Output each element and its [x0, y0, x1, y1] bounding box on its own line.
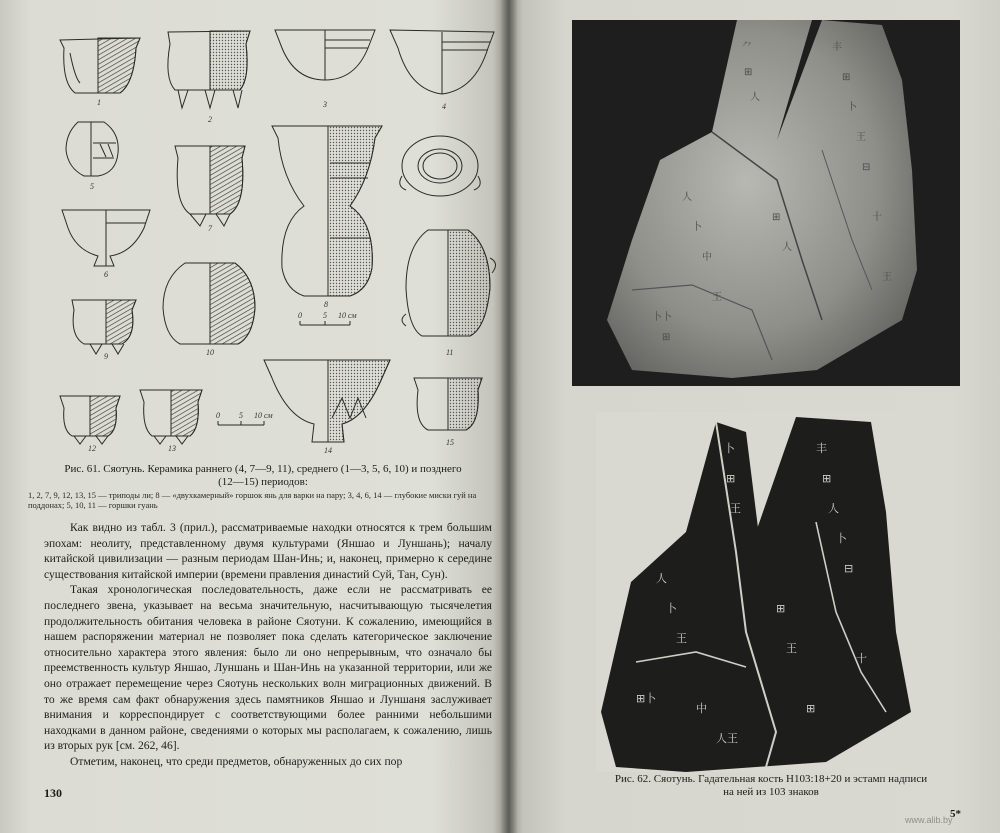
svg-text:⊞: ⊞ [806, 702, 816, 715]
fig-number: 11 [446, 348, 454, 357]
svg-text:王: 王 [856, 132, 866, 143]
fig-number: 7 [208, 224, 212, 233]
svg-text:卜: 卜 [836, 532, 847, 545]
vessel-13 [140, 390, 202, 444]
svg-text:人: 人 [750, 92, 760, 103]
vessel-1 [60, 38, 140, 93]
svg-text:丰: 丰 [816, 442, 827, 455]
svg-text:人王: 人王 [716, 732, 738, 745]
fig-number: 3 [323, 100, 327, 109]
svg-text:⊞: ⊞ [842, 72, 851, 83]
scale-label: 0 [216, 411, 220, 420]
svg-text:中: 中 [696, 702, 707, 715]
vessel-14 [264, 360, 390, 442]
fig-number: 15 [446, 438, 454, 447]
svg-text:⊟: ⊟ [844, 562, 854, 575]
svg-text:卜: 卜 [847, 102, 857, 113]
vessel-12 [60, 396, 120, 444]
fig-number: 14 [324, 446, 332, 455]
paragraph: Такая хронологическая последовательность, даже если не рассматривать ее последнего звена, указывает на весьма значительную, насчитывающую тысячелетия продолжительность обитания человека в районе Сяотуни. К сожалению, имеющийся в нашем распоряжении материал не позволяет пока сделать категорическое заключение относительно характера этого явления: было ли оно непрерывным, что означало бы преемственность культур Яншао, Луншань и Шан-Инь на указанной территории, или же оно отражает перемещение через Сяотунь нескольких волн миграционных движений. В то же время сам факт обнаружения здесь памятников Яншао и Луншаня заслуживает внимания и корреспондирует с соответствующими более ранними небольшими находками в данном районе, сведениями о которых мы располагаем, к сожалению, лишь из вторых рук [см. 262, 46]. [44, 583, 492, 753]
svg-text:⊞: ⊞ [772, 212, 781, 223]
svg-text:王: 王 [786, 642, 797, 655]
svg-text:⊞卜: ⊞卜 [636, 692, 657, 705]
scale-label: 5 [323, 311, 327, 320]
scale-bar-top [300, 321, 350, 325]
caption-legend: 1, 2, 7, 9, 12, 13, 15 — триподы ли; 8 — «двухкамерный» горшок янь для варки на пару; 3, 4, 6, 14 — глубокие миски гуй на поддонах; 5, 10, 11 — горшки гуань [28, 490, 477, 510]
svg-text:十: 十 [872, 212, 882, 223]
figure-62-caption [572, 773, 970, 799]
vessel-4 [390, 30, 494, 94]
svg-text:卜卜: 卜卜 [652, 312, 672, 323]
svg-text:卜: 卜 [666, 602, 677, 615]
fig-number: 9 [104, 352, 108, 361]
svg-text:卜: 卜 [692, 222, 702, 233]
paragraph: Отметим, наконец, что среди предметов, обнаруженных до сих пор [70, 754, 403, 768]
scale-label: 10 см [338, 311, 357, 320]
svg-text:⊞: ⊞ [776, 602, 786, 615]
svg-text:人: 人 [782, 242, 792, 253]
page-number: 5* [950, 808, 961, 820]
vessel-8 [272, 126, 382, 296]
fig-number: 1 [97, 98, 101, 107]
vessel-2 [168, 31, 250, 108]
svg-text:卜: 卜 [724, 442, 735, 455]
svg-text:人: 人 [656, 572, 667, 585]
svg-text:王: 王 [712, 292, 722, 303]
svg-text:王: 王 [882, 272, 892, 283]
figure-61-caption [28, 463, 498, 510]
pottery-drawings [50, 18, 500, 468]
vessel-11 [402, 230, 496, 336]
vessel-6 [62, 210, 150, 266]
vessel-15 [414, 378, 482, 430]
paragraph: Как видно из табл. 3 (прил.), рассматриваемые находки относятся к трем большим эпохам: неолиту, представленному двумя культурами (Яншао и Луншань); началу китайской цивилизации — разным периодам Шан-Инь; и, наконец, примерно к середине существования китайской империи (времени правления династий Суй, Тан, Сун). [44, 521, 492, 581]
fig-number: 10 [206, 348, 214, 357]
vessel-7 [175, 146, 245, 226]
vessel-5 [66, 122, 118, 176]
inscription-rubbing-image [596, 412, 942, 772]
fig-number: 4 [442, 102, 446, 111]
svg-text:丰: 丰 [832, 42, 842, 53]
oracle-bone-image [572, 20, 960, 386]
svg-text:王: 王 [676, 632, 687, 645]
scale-label: 5 [239, 411, 243, 420]
figure-61-pottery-plate [50, 18, 500, 468]
fig-number: 12 [88, 444, 96, 453]
svg-text:⊞: ⊞ [744, 67, 753, 78]
svg-text:中: 中 [702, 252, 712, 263]
body-text [44, 520, 492, 770]
vessel-3 [275, 30, 375, 80]
inscription-rubbing-photo [596, 412, 942, 772]
svg-text:⊟: ⊟ [862, 162, 871, 173]
vessel-11-top [400, 136, 481, 196]
watermark: www.alib.by [905, 815, 953, 825]
caption-line: (12—15) периодов: [218, 476, 308, 488]
fig-number: 2 [208, 115, 212, 124]
vessel-10 [163, 263, 255, 344]
svg-text:十: 十 [856, 652, 867, 665]
fig-number: 8 [324, 300, 328, 309]
fig-number: 5 [90, 182, 94, 191]
caption-line: Рис. 62. Сяотунь. Гадательная кость H103:18+20 и эстамп надписи [614, 773, 928, 785]
oracle-bone-photo [572, 20, 960, 386]
svg-text:人: 人 [682, 192, 692, 203]
caption-line: на ней из 103 знаков [723, 786, 819, 798]
fig-number: 13 [168, 444, 176, 453]
svg-text:王: 王 [730, 502, 741, 515]
scale-label: 10 см [254, 411, 273, 420]
book-gutter [500, 0, 518, 833]
svg-text:⺈: ⺈ [742, 42, 752, 53]
page-number: 130 [44, 786, 62, 800]
svg-text:⊞: ⊞ [822, 472, 832, 485]
svg-text:⊞: ⊞ [726, 472, 736, 485]
fig-number: 6 [104, 270, 108, 279]
svg-text:⊞: ⊞ [662, 332, 671, 343]
svg-text:人: 人 [828, 502, 839, 515]
scale-bar-bottom [218, 421, 264, 425]
vessel-9 [72, 300, 136, 354]
scale-label: 0 [298, 311, 302, 320]
caption-line: Рис. 61. Сяотунь. Керамика раннего (4, 7—9, 11), среднего (1—3, 5, 6, 10) и позднего [64, 463, 462, 475]
